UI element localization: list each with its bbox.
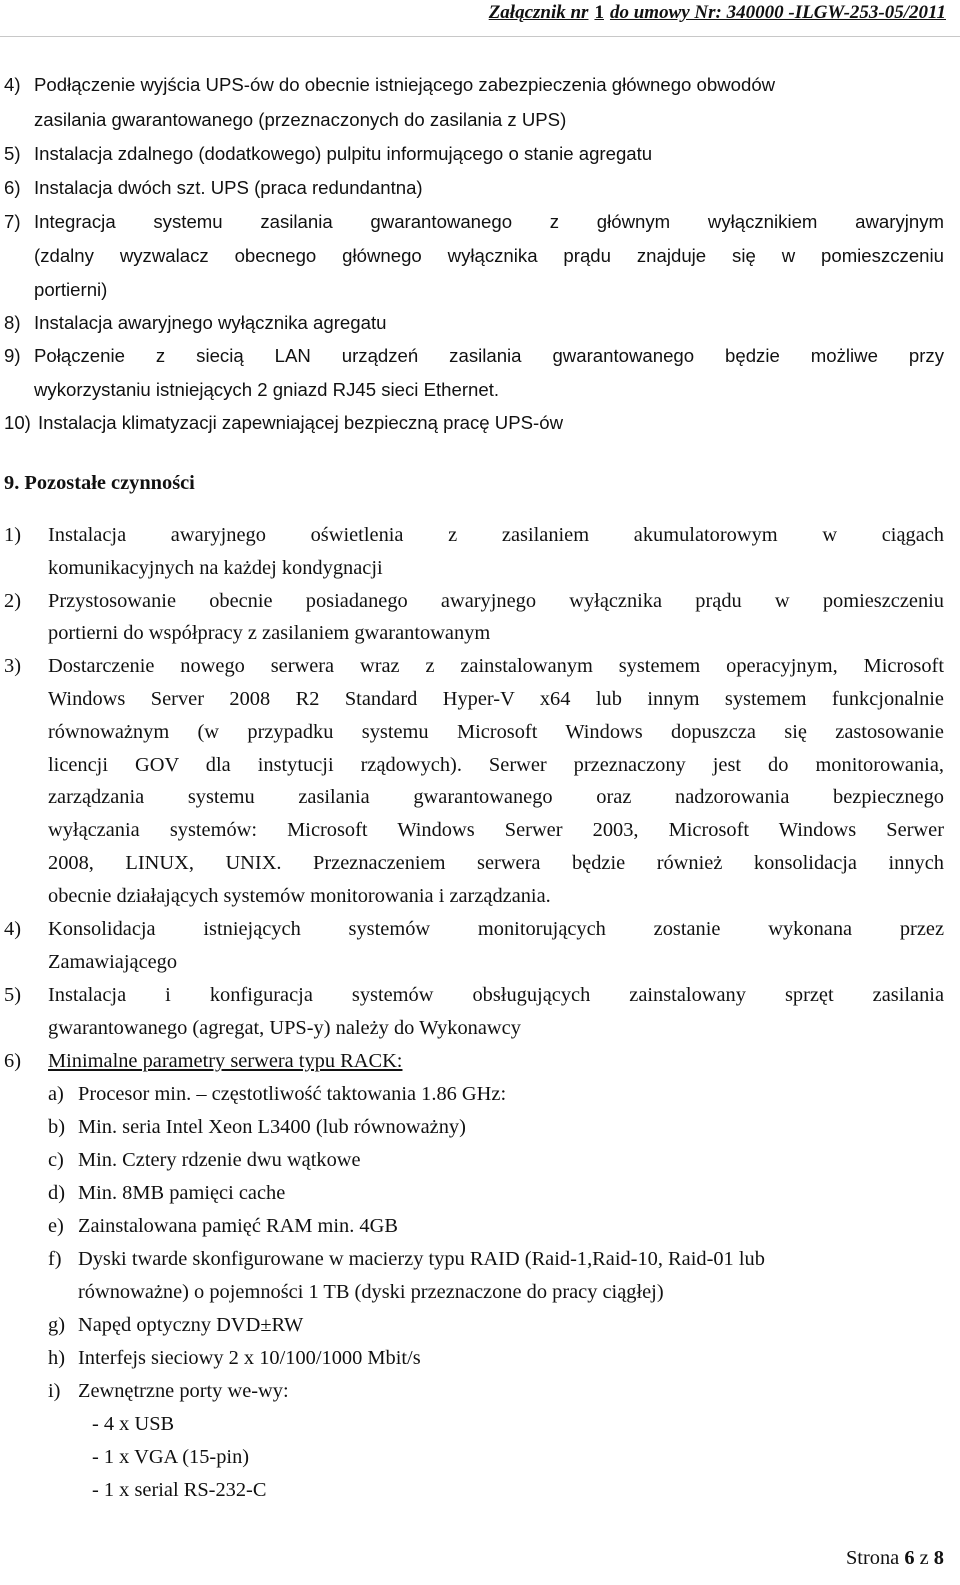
list-item-continuation: zarządzania systemu zasilania gwarantowanego oraz nadzorowania bezpiecznego	[48, 786, 944, 808]
item-text: Instalacja awaryjnego oświetlenia z zasilaniem akumulatorowym w ciągach	[48, 524, 944, 546]
list-item	[4, 590, 944, 618]
item-text: Przystosowanie obecnie posiadanego awaryjnego wyłącznika prądu w pomieszczeniu	[48, 590, 944, 612]
list-item-continuation: Zamawiającego	[48, 951, 178, 973]
param-text: Zewnętrzne porty we-wy:	[78, 1380, 289, 1402]
item-text: Instalacja klimatyzacji zapewniającej bezpieczną pracę UPS-ów	[38, 412, 564, 433]
item-text: Instalacja dwóch szt. UPS (praca redundantna)	[34, 177, 423, 198]
item-number: 2)	[4, 590, 21, 612]
page-header	[489, 2, 946, 24]
item-number: 7)	[4, 211, 21, 232]
list-item-continuation: gwarantowanego (agregat, UPS-y) należy do Wykonawcy	[48, 1017, 521, 1039]
section-heading: 9. Pozostałe czynności	[4, 472, 195, 494]
param-letter: f)	[48, 1248, 62, 1270]
param-letter: g)	[48, 1314, 65, 1336]
footer-page-number: 6	[904, 1547, 915, 1569]
item-text: Instalacja zdalnego (dodatkowego) pulpitu informującego o stanie agregatu	[34, 143, 653, 164]
param-text: Min. seria Intel Xeon L3400 (lub równoważny)	[78, 1116, 466, 1138]
list-item-continuation: 2008, LINUX, UNIX. Przeznaczeniem serwera będzie również konsolidacja innych	[48, 852, 944, 874]
list-item-continuation: wykorzystaniu istniejących 2 gniazd RJ45 sieci Ethernet.	[34, 379, 500, 400]
list-item-continuation: licencji GOV dla instytucji rządowych). Serwer przeznaczony jest do monitorowania,	[48, 754, 944, 776]
item-number: 1)	[4, 524, 21, 546]
param-letter: b)	[48, 1116, 65, 1138]
item-number: 9)	[4, 345, 21, 366]
item-text: Instalacja awaryjnego wyłącznika agregatu	[34, 312, 387, 333]
item-number: 6)	[4, 177, 21, 198]
list-item-continuation: Windows Server 2008 R2 Standard Hyper-V x64 lub innym systemem funkcjonalnie	[48, 688, 944, 710]
param-text: Dyski twarde skonfigurowane w macierzy typu RAID (Raid-1,Raid-10, Raid-01 lub	[78, 1248, 765, 1270]
item-text: Integracja systemu zasilania gwarantowanego z głównym wyłącznikiem awaryjnym	[34, 211, 944, 232]
param-letter: a)	[48, 1083, 64, 1105]
param-continuation: równoważne) o pojemności 1 TB (dyski przeznaczone do pracy ciągłej)	[78, 1281, 664, 1303]
item-number: 5)	[4, 984, 21, 1006]
item-text: Połączenie z siecią LAN urządzeń zasilania gwarantowanego będzie możliwe przy	[34, 345, 944, 366]
item-number: 4)	[4, 918, 21, 940]
item-number: 3)	[4, 655, 21, 677]
list-item-continuation: wyłączania systemów: Microsoft Windows Serwer 2003, Microsoft Windows Serwer	[48, 819, 944, 841]
port-item: - 1 x VGA (15-pin)	[92, 1446, 250, 1468]
list-item	[4, 345, 944, 371]
item-number: 5)	[4, 143, 21, 164]
header-label: Załącznik nr	[488, 2, 589, 23]
list-item-continuation: portierni do współpracy z zasilaniem gwarantowanym	[48, 622, 491, 644]
item-text: Dostarczenie nowego serwera wraz z zainstalowanym systemem operacyjnym, Microsoft	[48, 655, 944, 677]
param-letter: c)	[48, 1149, 64, 1171]
list-item-continuation: zasilania gwarantowanego (przeznaczonych do zasilania z UPS)	[34, 109, 567, 130]
list-item	[4, 655, 944, 683]
footer-label: Strona	[845, 1547, 900, 1569]
param-letter: d)	[48, 1182, 65, 1204]
item-text: Instalacja i konfiguracja systemów obsługujących zainstalowany sprzęt zasilania	[48, 984, 944, 1006]
param-text: Zainstalowana pamięć RAM min. 4GB	[78, 1215, 398, 1237]
param-text: Min. Cztery rdzenie dwu wątkowe	[78, 1149, 361, 1171]
param-text: Procesor min. – częstotliwość taktowania 1.86 GHz:	[78, 1083, 507, 1105]
page-footer	[846, 1547, 944, 1570]
param-text: Interfejs sieciowy 2 x 10/100/1000 Mbit/s	[78, 1347, 421, 1369]
item-text: Konsolidacja istniejących systemów monitorujących zostanie wykonana przez	[48, 918, 944, 940]
list-item	[4, 524, 944, 552]
list-item-continuation: komunikacyjnych na każdej kondygnacji	[48, 557, 383, 579]
item-text: Podłączenie wyjścia UPS-ów do obecnie istniejącego zabezpieczenia głównego obwodów	[34, 74, 776, 95]
param-letter: h)	[48, 1347, 65, 1369]
header-rule	[0, 36, 960, 37]
param-text: Napęd optyczny DVD±RW	[78, 1314, 304, 1336]
item-text: Minimalne parametry serwera typu RACK:	[48, 1050, 403, 1072]
list-item	[4, 918, 944, 946]
item-number: 10)	[4, 412, 31, 433]
port-item: - 1 x serial RS-232-C	[92, 1479, 267, 1501]
item-number: 8)	[4, 312, 21, 333]
param-letter: e)	[48, 1215, 64, 1237]
param-letter: i)	[48, 1380, 61, 1402]
header-agreement: do umowy Nr: 340000 -ILGW-253-05/2011	[609, 2, 946, 23]
footer-of: z	[919, 1547, 929, 1569]
item-number: 4)	[4, 74, 21, 95]
list-item	[4, 74, 944, 100]
list-item	[4, 211, 944, 237]
list-item-continuation: równoważnym (w przypadku systemu Microsoft Windows dopuszcza się zastosowanie	[48, 721, 944, 743]
item-number: 6)	[4, 1050, 21, 1072]
list-item-continuation: (zdalny wyzwalacz obecnego głównego wyłącznika prądu znajduje się w pomieszczeniu	[34, 245, 944, 266]
list-item-continuation: portierni)	[34, 279, 108, 300]
header-number: 1	[594, 2, 604, 23]
footer-page-total: 8	[933, 1547, 944, 1569]
port-item: - 4 x USB	[92, 1413, 175, 1435]
param-text: Min. 8MB pamięci cache	[78, 1182, 286, 1204]
list-item	[4, 984, 944, 1012]
list-item-continuation: obecnie działających systemów monitorowania i zarządzania.	[48, 885, 551, 907]
